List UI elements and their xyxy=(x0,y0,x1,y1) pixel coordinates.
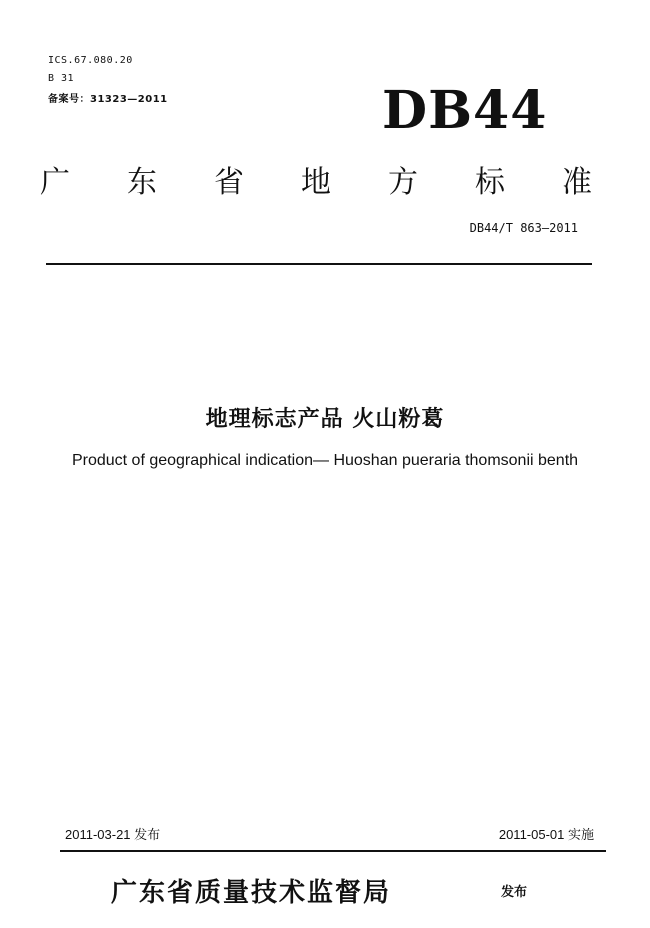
top-divider xyxy=(46,263,592,265)
standard-type-char: 省 xyxy=(214,165,244,200)
standard-type-heading xyxy=(40,157,592,201)
standard-type-char: 标 xyxy=(475,165,505,200)
db44-logo: DB44 xyxy=(382,80,548,141)
standard-type-char: 广 xyxy=(40,165,70,200)
ccs-code: B 31 xyxy=(48,73,75,84)
issuer-suffix: 发布 xyxy=(501,885,528,900)
standard-type-char: 准 xyxy=(562,165,592,200)
standard-code: DB44/T 863—2011 xyxy=(469,221,578,235)
record-number: 备案号：31323—2011 xyxy=(48,94,168,105)
issuer-name: 广东省质量技术监督局 xyxy=(111,878,392,908)
standard-type-char: 方 xyxy=(388,165,418,200)
standard-type-char: 东 xyxy=(127,165,157,200)
issue-date: 2011-03-21 发布 xyxy=(65,827,161,842)
ics-code: ICS.67.080.20 xyxy=(48,55,133,66)
title-chinese: 地理标志产品 火山粉葛 xyxy=(205,407,445,432)
bottom-divider xyxy=(60,850,606,852)
implementation-date: 2011-05-01 实施 xyxy=(498,827,594,842)
title-english: Product of geographical indication— Huoshan pueraria thomsonii benth xyxy=(71,452,579,469)
standard-type-char: 地 xyxy=(301,165,331,200)
